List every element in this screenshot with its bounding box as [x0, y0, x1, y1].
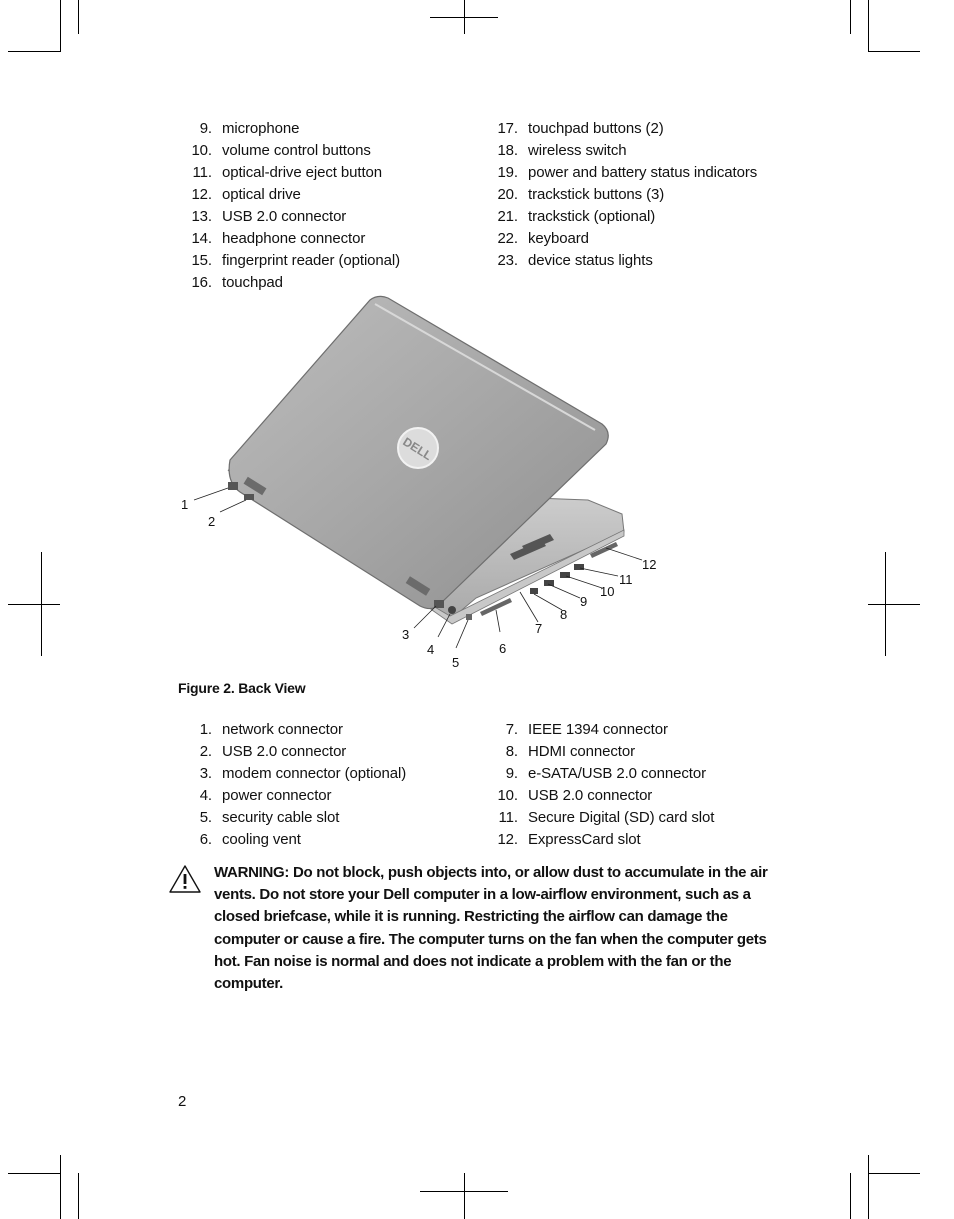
item-label: USB 2.0 connector	[222, 208, 347, 225]
item-label: USB 2.0 connector	[528, 787, 653, 804]
item-number: 11.	[498, 809, 518, 826]
back-parts-list-right	[484, 719, 784, 851]
list-item	[178, 118, 468, 140]
item-label: keyboard	[528, 230, 589, 247]
item-label: volume control buttons	[222, 142, 371, 159]
warning-text: WARNING: Do not block, push objects into, or allow dust to accumulate in the air vents. Do not store your Dell computer in a low-airflow environment, such as a closed briefcase, while it is running. Restricting the airflow can damage the computer or cause a fire. The computer turns on the fan when the computer gets hot. Fan noise is normal and does not indicate a problem with the fan or the computer.	[214, 864, 768, 993]
list-item	[178, 829, 468, 851]
list-item	[484, 719, 784, 741]
item-number: 15.	[191, 252, 212, 269]
item-number: 13.	[191, 208, 212, 225]
item-number: 10.	[191, 142, 212, 159]
item-number: 6.	[199, 831, 212, 848]
callout-2: 2	[208, 514, 216, 529]
callout-4: 4	[427, 642, 435, 657]
callout-1: 1	[181, 497, 189, 512]
list-item	[178, 763, 468, 785]
item-label: trackstick (optional)	[528, 208, 656, 225]
item-label: USB 2.0 connector	[222, 743, 347, 760]
item-number: 16.	[191, 274, 212, 291]
callout-8: 8	[560, 607, 568, 622]
usb-port-rear	[244, 494, 254, 500]
item-number: 9.	[199, 120, 212, 137]
item-label: network connector	[222, 721, 343, 738]
item-label: trackstick buttons (3)	[528, 186, 665, 203]
back-parts-list-left	[178, 719, 468, 851]
item-number: 5.	[199, 809, 212, 826]
back-view-figure	[170, 292, 670, 677]
laptop-back-view-illustration	[170, 292, 670, 672]
item-number: 12.	[191, 186, 212, 203]
item-number: 2.	[199, 743, 212, 760]
item-label: device status lights	[528, 252, 653, 269]
page-number: 2	[178, 1093, 187, 1110]
item-number: 17.	[497, 120, 518, 137]
item-label: Secure Digital (SD) card slot	[528, 809, 715, 826]
list-item	[178, 228, 468, 250]
item-number: 23.	[497, 252, 518, 269]
item-label: wireless switch	[528, 142, 627, 159]
item-label: IEEE 1394 connector	[528, 721, 668, 738]
list-item	[178, 272, 468, 294]
list-item	[178, 785, 468, 807]
callout-11: 11	[619, 572, 633, 587]
item-number: 4.	[199, 787, 212, 804]
item-label: e-SATA/USB 2.0 connector	[528, 765, 706, 782]
item-number: 12.	[497, 831, 518, 848]
item-label: cooling vent	[222, 831, 301, 848]
item-number: 11.	[192, 164, 212, 181]
item-number: 10.	[497, 787, 518, 804]
dell-logo	[398, 428, 438, 468]
list-item	[178, 719, 468, 741]
item-label: HDMI connector	[528, 743, 635, 760]
item-label: power connector	[222, 787, 332, 804]
top-parts-list-right	[484, 118, 784, 272]
item-label: microphone	[222, 120, 300, 137]
list-item	[484, 118, 784, 140]
list-item	[484, 140, 784, 162]
item-number: 21.	[497, 208, 518, 225]
item-label: optical-drive eject button	[222, 164, 382, 181]
item-number: 20.	[497, 186, 518, 203]
item-label: touchpad buttons (2)	[528, 120, 664, 137]
list-item	[484, 807, 784, 829]
item-number: 3.	[199, 765, 212, 782]
list-item	[178, 250, 468, 272]
callout-10: 10	[600, 584, 615, 599]
item-number: 8.	[505, 743, 518, 760]
callout-12: 12	[642, 557, 657, 572]
list-item	[178, 741, 468, 763]
item-number: 9.	[505, 765, 518, 782]
item-number: 14.	[191, 230, 212, 247]
list-item	[178, 140, 468, 162]
item-label: power and battery status indicators	[528, 164, 758, 181]
callout-9: 9	[580, 594, 588, 609]
item-number: 7.	[505, 721, 518, 738]
list-item	[178, 162, 468, 184]
list-item	[178, 807, 468, 829]
callout-3: 3	[402, 627, 410, 642]
item-label: touchpad	[222, 274, 283, 291]
list-item	[178, 184, 468, 206]
list-item	[484, 228, 784, 250]
top-parts-list-left	[178, 118, 468, 294]
item-label: fingerprint reader (optional)	[222, 252, 401, 269]
list-item	[178, 206, 468, 228]
warning-triangle-icon	[168, 864, 202, 894]
list-item	[484, 206, 784, 228]
callout-5: 5	[452, 655, 460, 670]
item-number: 1.	[199, 721, 212, 738]
network-port	[228, 482, 238, 490]
item-label: ExpressCard slot	[528, 831, 641, 848]
list-item	[484, 741, 784, 763]
item-number: 22.	[497, 230, 518, 247]
svg-text:DELL: DELL	[400, 434, 435, 464]
list-item	[484, 184, 784, 206]
item-label: modem connector (optional)	[222, 765, 407, 782]
item-number: 18.	[497, 142, 518, 159]
list-item	[484, 829, 784, 851]
list-item	[484, 250, 784, 272]
list-item	[484, 162, 784, 184]
figure-caption: Figure 2. Back View	[178, 680, 306, 696]
item-number: 19.	[497, 164, 518, 181]
item-label: optical drive	[222, 186, 301, 203]
list-item	[484, 763, 784, 785]
item-label: headphone connector	[222, 230, 366, 247]
list-item	[484, 785, 784, 807]
callout-7: 7	[535, 621, 543, 636]
callout-6: 6	[499, 641, 507, 656]
item-label: security cable slot	[222, 809, 340, 826]
